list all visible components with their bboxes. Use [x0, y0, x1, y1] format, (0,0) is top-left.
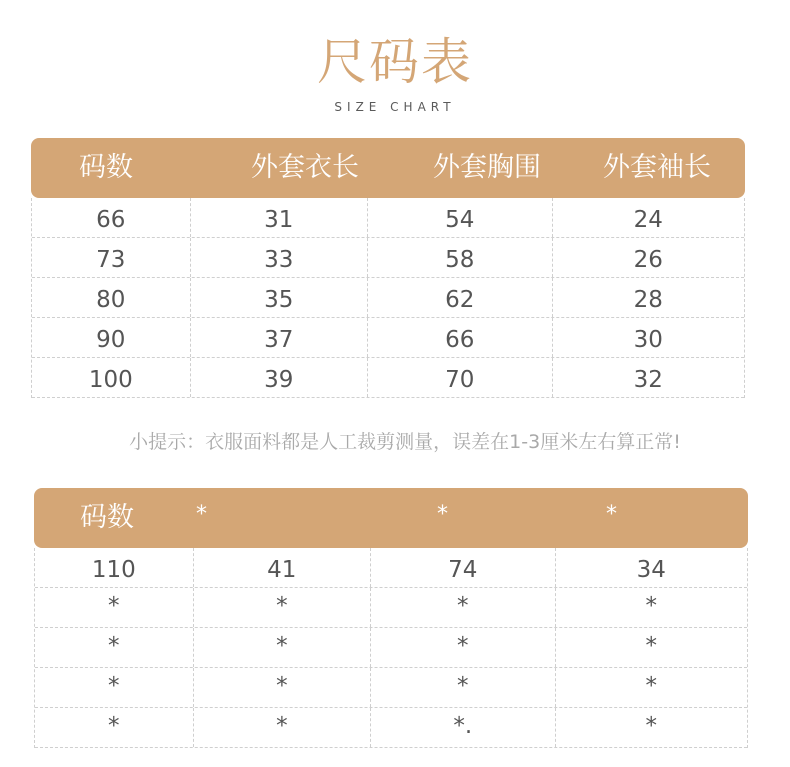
table-cell: * [371, 668, 555, 707]
table-cell: * [194, 588, 372, 627]
table-cell: 100 [32, 358, 191, 397]
table-cell: 110 [35, 548, 194, 587]
measurement-tip: 小提示：衣服面料都是人工裁剪测量，误差在1-3厘米左右算正常! [129, 431, 681, 453]
table-cell: * [194, 668, 372, 707]
table-cell: 74 [371, 548, 555, 587]
table-1-body [31, 198, 745, 398]
table-cell: 66 [368, 318, 552, 357]
table-2-header [34, 488, 748, 548]
table-cell: *. [371, 708, 555, 747]
header-coat-sleeve: 外套袖长 [603, 152, 711, 183]
table-cell: * [194, 628, 372, 667]
table-cell: 26 [633, 247, 663, 273]
table-cell: * [645, 673, 658, 699]
table-row [35, 588, 747, 628]
table-row [35, 668, 747, 708]
header-placeholder: * [196, 502, 207, 527]
table-cell: * [194, 708, 372, 747]
table-cell: 54 [368, 198, 552, 237]
header-coat-length: 外套衣长 [251, 152, 359, 183]
table-cell: 80 [32, 278, 191, 317]
table-cell: 30 [633, 327, 663, 353]
table-cell: 33 [191, 238, 369, 277]
table-cell: 39 [191, 358, 369, 397]
table-cell: 73 [32, 238, 191, 277]
table-cell: 32 [633, 367, 663, 393]
header-placeholder: * [437, 502, 448, 527]
header-placeholder: * [606, 502, 617, 527]
table-row [35, 708, 747, 748]
table-cell: * [35, 628, 194, 667]
table-row [32, 238, 744, 278]
table-cell: 31 [191, 198, 369, 237]
table-cell: 62 [368, 278, 552, 317]
table-cell: * [645, 633, 658, 659]
table-cell: 28 [633, 287, 663, 313]
table-row [32, 318, 744, 358]
page-title: 尺码表 [317, 33, 473, 91]
table-cell: * [35, 668, 194, 707]
size-table-2 [34, 488, 748, 748]
table-cell: * [371, 588, 555, 627]
table-cell: 41 [194, 548, 372, 587]
header-size: 码数 [79, 152, 133, 183]
table-cell: 70 [368, 358, 552, 397]
table-cell: * [371, 628, 555, 667]
table-cell: * [35, 588, 194, 627]
table-cell: 34 [636, 557, 666, 583]
table-2-body [34, 548, 748, 748]
table-row [35, 548, 747, 588]
table-cell: 66 [32, 198, 191, 237]
page-subtitle: SIZE CHART [334, 100, 456, 114]
table-row [32, 278, 744, 318]
table-cell: * [35, 708, 194, 747]
header-coat-chest: 外套胸围 [433, 152, 541, 183]
table-1-header [31, 138, 745, 198]
table-cell: 90 [32, 318, 191, 357]
table-row [32, 358, 744, 398]
table-cell: 35 [191, 278, 369, 317]
table-row [35, 628, 747, 668]
header-size: 码数 [80, 502, 134, 533]
table-row [32, 198, 744, 238]
table-cell: 37 [191, 318, 369, 357]
table-cell: * [645, 593, 658, 619]
table-cell: 58 [368, 238, 552, 277]
table-cell: * [645, 713, 658, 739]
table-cell: 24 [633, 207, 663, 233]
size-table-1 [31, 138, 745, 398]
